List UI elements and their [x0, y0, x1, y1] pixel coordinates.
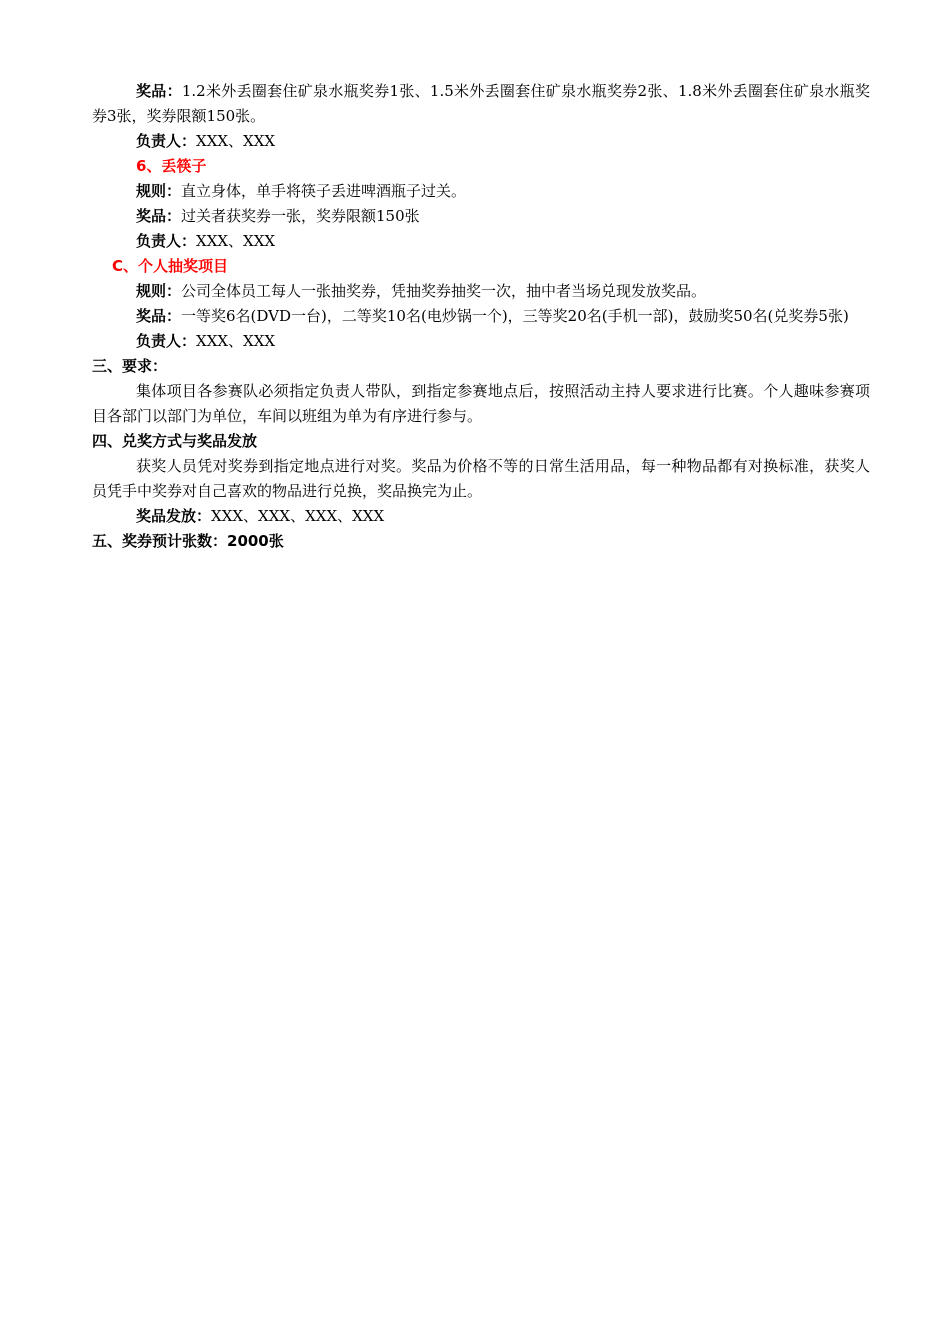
owner-text: XXX、XXX — [196, 332, 276, 350]
prize-label: 奖品： — [136, 207, 182, 225]
section-c-owner-paragraph — [92, 329, 870, 354]
prize-label: 奖品： — [136, 307, 182, 325]
section-3-body: 集体项目各参赛队必须指定负责人带队，到指定参赛地点后，按照活动主持人要求进行比赛。个人趣味参赛项目各部门以部门为单位，车间以班组为单为有序进行参与。 — [92, 382, 870, 425]
item5-prize-paragraph — [92, 79, 870, 129]
owner-text: XXX、XXX — [196, 232, 276, 250]
rule-label: 规则： — [136, 282, 182, 300]
section-c-rule-paragraph — [92, 279, 870, 304]
item6-heading: 6、丢筷子 — [136, 157, 207, 175]
item5-owner-paragraph — [92, 129, 870, 154]
distribution-text: XXX、XXX、XXX、XXX — [211, 507, 385, 525]
section-4-distribution-paragraph — [92, 504, 870, 529]
prize-text: 过关者获奖券一张，奖券限额150张 — [181, 207, 420, 225]
owner-label: 负责人： — [136, 232, 197, 250]
section-3-heading: 三、要求： — [92, 357, 168, 375]
owner-label: 负责人： — [136, 332, 197, 350]
owner-text: XXX、XXX — [196, 132, 276, 150]
prize-label: 奖品： — [136, 82, 182, 100]
document-page — [92, 79, 870, 554]
section-4-body: 获奖人员凭对奖券到指定地点进行对奖。奖品为价格不等的日常生活用品，每一种物品都有对换标准，获奖人员凭手中奖券对自己喜欢的物品进行兑换，奖品换完为止。 — [92, 457, 870, 500]
item6-prize-paragraph — [92, 204, 870, 229]
section-5-heading: 五、奖券预计张数：2000张 — [92, 532, 284, 550]
section-c-prize-paragraph — [92, 304, 870, 329]
item6-owner-paragraph — [92, 229, 870, 254]
rule-text: 公司全体员工每人一张抽奖券，凭抽奖券抽奖一次，抽中者当场兑现发放奖品。 — [181, 282, 707, 300]
prize-text: 一等奖6名(DVD一台)，二等奖10名(电炒锅一个)，三等奖20名(手机一部)，鼓励奖50名(兑奖券5张) — [181, 307, 849, 325]
rule-label: 规则： — [136, 182, 182, 200]
owner-label: 负责人： — [136, 132, 197, 150]
distribution-label: 奖品发放： — [136, 507, 212, 525]
item6-rule-paragraph — [92, 179, 870, 204]
rule-text: 直立身体，单手将筷子丢进啤酒瓶子过关。 — [181, 182, 467, 200]
section-c-heading: C、个人抽奖项目 — [112, 257, 229, 275]
prize-text: 1.2米外丢圈套住矿泉水瓶奖券1张、1.5米外丢圈套住矿泉水瓶奖券2张、1.8米外丢圈套住矿泉水瓶奖券3张，奖券限额150张。 — [92, 82, 870, 125]
section-4-heading: 四、兑奖方式与奖品发放 — [92, 432, 258, 450]
